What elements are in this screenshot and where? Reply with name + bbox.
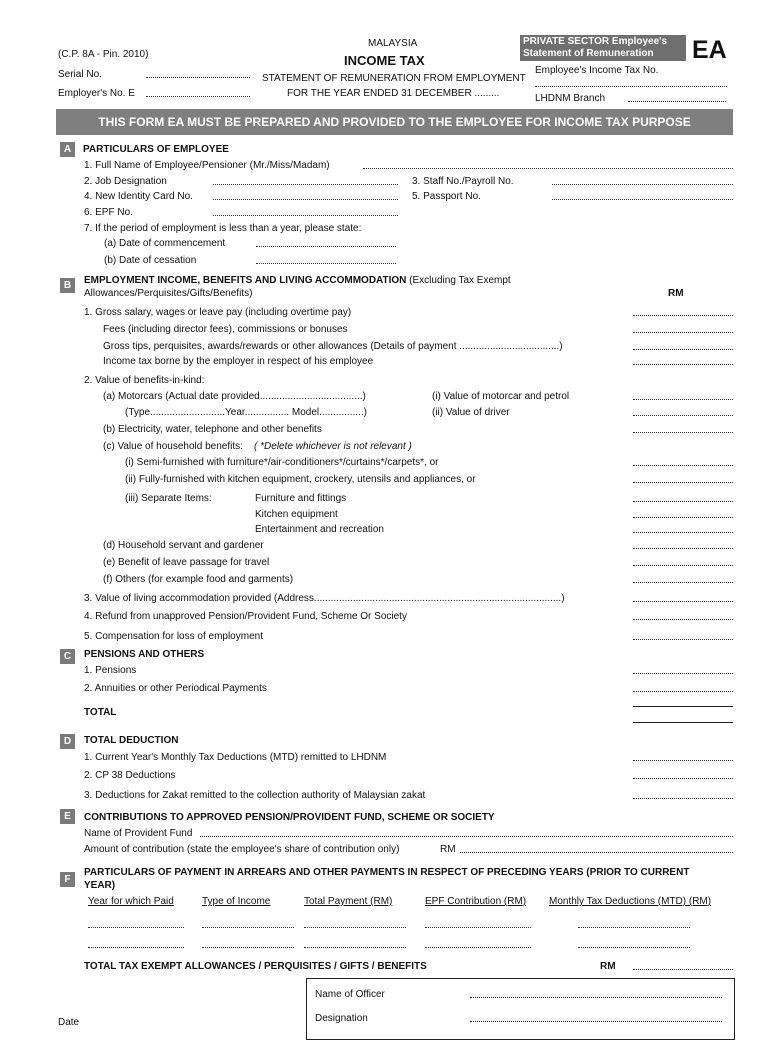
identity-card-field[interactable] bbox=[213, 191, 398, 200]
servant-label: (d) Household servant and gardener bbox=[103, 540, 264, 551]
arrears-row1-mtd[interactable] bbox=[578, 919, 690, 928]
private-sector-badge bbox=[520, 35, 686, 61]
entertainment-label: Entertainment and recreation bbox=[255, 524, 384, 535]
arrears-row1-epf[interactable] bbox=[425, 919, 531, 928]
contribution-rm: RM bbox=[440, 844, 456, 855]
private-sector-line2: Statement of Remuneration bbox=[523, 48, 654, 59]
job-designation-label: 2. Job Designation bbox=[84, 176, 167, 187]
compensation-label: 5. Compensation for loss of employment bbox=[84, 631, 263, 642]
private-sector-line1: PRIVATE SECTOR Employee's bbox=[523, 36, 668, 47]
instruction-banner: THIS FORM EA MUST BE PREPARED AND PROVIDED TO THE EMPLOYEE FOR INCOME TAX PURPOSE bbox=[56, 109, 733, 135]
identity-card-label: 4. New Identity Card No. bbox=[84, 191, 193, 202]
employer-no-field[interactable] bbox=[146, 88, 250, 97]
tax-borne-label: Income tax borne by the employer in respect of his employee bbox=[103, 356, 374, 367]
fees-amount[interactable] bbox=[633, 324, 733, 333]
epf-no-label: 6. EPF No. bbox=[84, 207, 133, 218]
subtitle-1: STATEMENT OF REMUNERATION FROM EMPLOYMENT bbox=[262, 73, 526, 84]
cp38-amount[interactable] bbox=[633, 770, 733, 779]
cp38-label: 2. CP 38 Deductions bbox=[84, 770, 176, 781]
employee-tax-no-field[interactable] bbox=[535, 78, 727, 87]
furniture-label: Furniture and fittings bbox=[255, 493, 347, 504]
fees-label: Fees (including director fees), commissions or bonuses bbox=[103, 324, 348, 335]
arrears-row1-type[interactable] bbox=[202, 919, 294, 928]
section-a-title: PARTICULARS OF EMPLOYEE bbox=[83, 144, 229, 155]
living-accommodation-amount[interactable] bbox=[633, 593, 733, 602]
staff-no-field[interactable] bbox=[552, 176, 733, 185]
section-c-title: PENSIONS AND OTHERS bbox=[84, 649, 205, 660]
section-f-title-2: YEAR) bbox=[84, 880, 116, 891]
full-name-field[interactable] bbox=[363, 160, 733, 169]
separate-items-label: (iii) Separate Items: bbox=[125, 493, 212, 504]
job-designation-field[interactable] bbox=[213, 176, 398, 185]
arrears-row2-epf[interactable] bbox=[425, 939, 531, 948]
subtitle-2: FOR THE YEAR ENDED 31 DECEMBER ......... bbox=[287, 88, 500, 99]
refund-amount[interactable] bbox=[633, 611, 733, 620]
passport-no-field[interactable] bbox=[552, 191, 733, 200]
section-b-title bbox=[84, 275, 511, 286]
contribution-field[interactable] bbox=[460, 844, 733, 853]
semi-furnished-amount[interactable] bbox=[633, 457, 733, 466]
gross-salary-amount[interactable] bbox=[633, 307, 733, 316]
total-label: TOTAL bbox=[84, 707, 117, 718]
country: MALAYSIA bbox=[368, 38, 418, 49]
commencement-label: (a) Date of commencement bbox=[104, 238, 226, 249]
annuities-amount[interactable] bbox=[633, 683, 733, 692]
lhdnm-branch-field[interactable] bbox=[628, 93, 726, 102]
household-benefits-text: (c) Value of household benefits: bbox=[103, 441, 243, 452]
section-b-title-rest: (Excluding Tax Exempt bbox=[406, 275, 511, 286]
fully-furnished-amount[interactable] bbox=[633, 474, 733, 483]
section-c-badge: C bbox=[60, 649, 75, 664]
arrears-row1-total[interactable] bbox=[304, 919, 406, 928]
household-benefits-label bbox=[103, 441, 412, 452]
section-e-title: CONTRIBUTIONS TO APPROVED PENSION/PROVIDENT FUND, SCHEME OR SOCIETY bbox=[84, 812, 495, 823]
total-exempt-amount[interactable] bbox=[633, 961, 733, 970]
driver-value-amount[interactable] bbox=[633, 407, 733, 416]
others-label: (f) Others (for example food and garments) bbox=[103, 574, 294, 585]
living-accommodation-label: 3. Value of living accommodation provided (Address.........................................................................................) bbox=[84, 593, 565, 604]
zakat-amount[interactable] bbox=[633, 790, 733, 799]
date-label: Date bbox=[58, 1017, 80, 1028]
total-exempt-rm: RM bbox=[600, 961, 616, 972]
full-name-label: 1. Full Name of Employee/Pensioner (Mr./Miss/Madam) bbox=[84, 160, 330, 171]
form-id: EA bbox=[692, 36, 727, 64]
arrears-row2-year[interactable] bbox=[88, 939, 184, 948]
employer-no-label: Employer's No. E bbox=[58, 88, 135, 99]
pensions-amount[interactable] bbox=[633, 665, 733, 674]
cessation-field[interactable] bbox=[256, 255, 396, 264]
arrears-row2-mtd[interactable] bbox=[578, 939, 690, 948]
semi-furnished-label: (i) Semi-furnished with furniture*/air-conditioners*/curtains*/carpets*, or bbox=[125, 457, 439, 468]
epf-no-field[interactable] bbox=[213, 207, 398, 216]
gross-tips-amount[interactable] bbox=[633, 341, 733, 350]
section-d-badge: D bbox=[60, 734, 75, 749]
total-rule-top bbox=[633, 706, 733, 707]
arrears-row2-type[interactable] bbox=[202, 939, 294, 948]
col-epf: EPF Contribution (RM) bbox=[425, 896, 527, 907]
leave-passage-label: (e) Benefit of leave passage for travel bbox=[103, 557, 270, 568]
tax-borne-amount[interactable] bbox=[633, 356, 733, 365]
motorcar-type-label: (Type...........................Year................ Model................) bbox=[125, 407, 367, 418]
entertainment-amount[interactable] bbox=[633, 524, 733, 533]
total-rule-bottom bbox=[633, 722, 733, 723]
lhdnm-branch-label: LHDNM Branch bbox=[535, 93, 606, 104]
section-f-title-1: PARTICULARS OF PAYMENT IN ARREARS AND OTHER PAYMENTS IN RESPECT OF PRECEDING YEARS (PRIOR TO CURRENT bbox=[84, 867, 690, 878]
mtd-label: 1. Current Year's Monthly Tax Deductions (MTD) remitted to LHDNM bbox=[84, 752, 387, 763]
col-mtd: Monthly Tax Deductions (MTD) (RM) bbox=[549, 896, 712, 907]
form-code: (C.P. 8A - Pin. 2010) bbox=[58, 49, 149, 60]
driver-value-label: (ii) Value of driver bbox=[432, 407, 510, 418]
mtd-amount[interactable] bbox=[633, 752, 733, 761]
annuities-label: 2. Annuities or other Periodical Payments bbox=[84, 683, 267, 694]
staff-no-label: 3. Staff No./Payroll No. bbox=[412, 176, 514, 187]
officer-designation-field[interactable] bbox=[470, 1013, 722, 1022]
section-d-title: TOTAL DEDUCTION bbox=[84, 735, 179, 746]
section-b-title-2: Allowances/Perquisites/Gifts/Benefits) bbox=[84, 288, 253, 299]
serial-no-label: Serial No. bbox=[58, 69, 102, 80]
motorcars-label: (a) Motorcars (Actual date provided.....................................) bbox=[103, 391, 366, 402]
utilities-label: (b) Electricity, water, telephone and other benefits bbox=[103, 424, 322, 435]
rm-header: RM bbox=[668, 288, 684, 299]
arrears-row1-year[interactable] bbox=[88, 919, 184, 928]
kitchen-amount[interactable] bbox=[633, 509, 733, 518]
section-f-badge: F bbox=[60, 872, 75, 887]
zakat-label: 3. Deductions for Zakat remitted to the collection authority of Malaysian zakat bbox=[84, 790, 426, 801]
provident-fund-label: Name of Provident Fund bbox=[84, 828, 193, 839]
motorcar-value-label: (i) Value of motorcar and petrol bbox=[432, 391, 570, 402]
gross-tips-label: Gross tips, perquisites, awards/rewards or other allowances (Details of payment ....................................) bbox=[103, 341, 563, 352]
officer-designation-label: Designation bbox=[315, 1013, 368, 1024]
others-amount[interactable] bbox=[633, 574, 733, 583]
arrears-row2-total[interactable] bbox=[304, 939, 406, 948]
furniture-amount[interactable] bbox=[633, 493, 733, 502]
employee-tax-no-label: Employee's Income Tax No. bbox=[535, 65, 659, 76]
compensation-amount[interactable] bbox=[633, 631, 733, 640]
refund-label: 4. Refund from unapproved Pension/Provident Fund, Scheme Or Society bbox=[84, 611, 407, 622]
serial-no-field[interactable] bbox=[146, 69, 250, 78]
section-e-badge: E bbox=[60, 809, 75, 824]
col-type: Type of Income bbox=[202, 896, 271, 907]
kitchen-label: Kitchen equipment bbox=[255, 509, 338, 520]
delete-note: ( *Delete whichever is not relevant ) bbox=[254, 441, 412, 452]
commencement-field[interactable] bbox=[256, 238, 396, 247]
officer-box bbox=[306, 978, 735, 1040]
section-a-badge: A bbox=[60, 142, 75, 157]
pensions-label: 1. Pensions bbox=[84, 665, 137, 676]
motorcar-value-amount[interactable] bbox=[633, 391, 733, 400]
col-year: Year for which Paid bbox=[88, 896, 174, 907]
servant-amount[interactable] bbox=[633, 540, 733, 549]
section-b-badge: B bbox=[60, 278, 75, 293]
col-total: Total Payment (RM) bbox=[304, 896, 393, 907]
total-exempt-label: TOTAL TAX EXEMPT ALLOWANCES / PERQUISITES / GIFTS / BENEFITS bbox=[84, 961, 427, 972]
leave-passage-amount[interactable] bbox=[633, 557, 733, 566]
period-note: 7. If the period of employment is less than a year, please state: bbox=[84, 223, 362, 234]
gross-salary-label: 1. Gross salary, wages or leave pay (including overtime pay) bbox=[84, 307, 352, 318]
officer-name-label: Name of Officer bbox=[315, 989, 385, 1000]
contribution-label: Amount of contribution (state the employee's share of contribution only) bbox=[84, 844, 400, 855]
section-b-title-bold: EMPLOYMENT INCOME, BENEFITS AND LIVING ACCOMMODATION bbox=[84, 275, 407, 286]
benefits-in-kind-label: 2. Value of benefits-in-kind: bbox=[84, 375, 205, 386]
fully-furnished-label: (ii) Fully-furnished with kitchen equipment, crockery, utensils and appliances, or bbox=[125, 474, 476, 485]
utilities-amount[interactable] bbox=[633, 424, 733, 433]
cessation-label: (b) Date of cessation bbox=[104, 255, 197, 266]
provident-fund-field[interactable] bbox=[200, 828, 733, 837]
passport-no-label: 5. Passport No. bbox=[412, 191, 481, 202]
officer-name-field[interactable] bbox=[470, 989, 722, 998]
page-title: INCOME TAX bbox=[344, 53, 425, 68]
